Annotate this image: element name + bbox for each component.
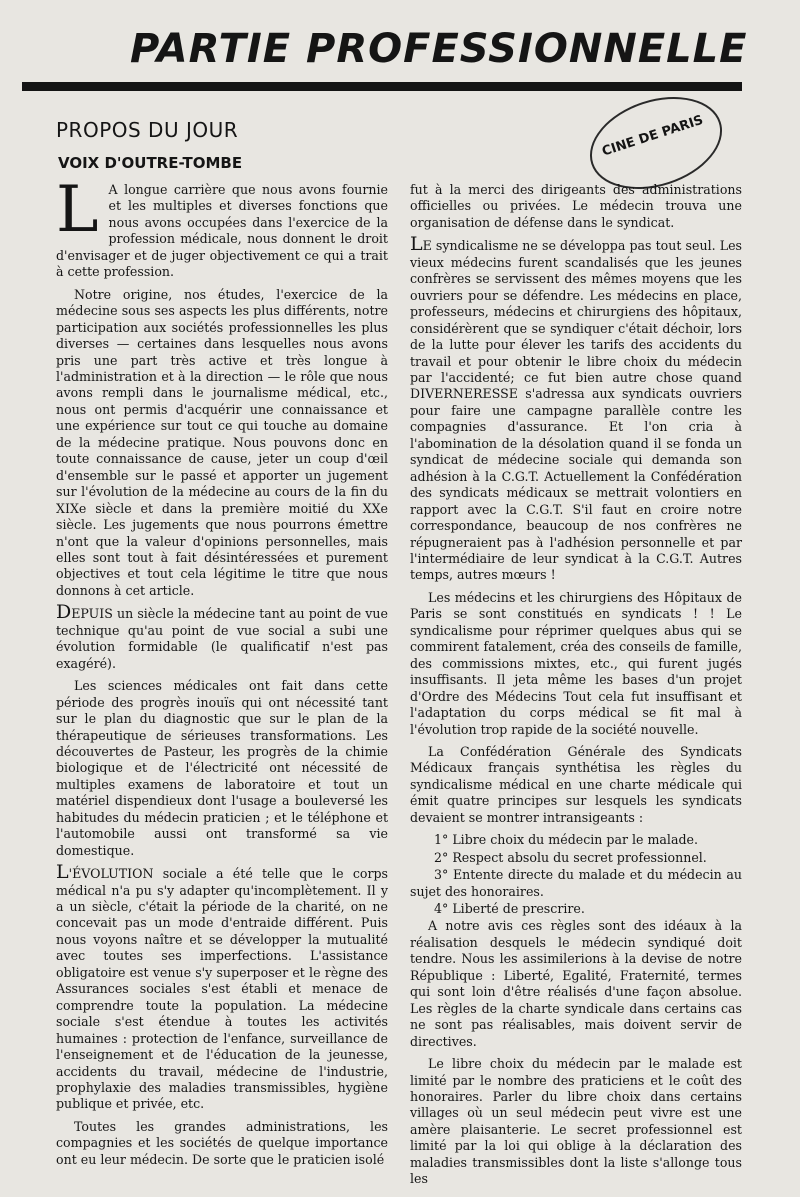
paragraph: Le libre choix du médecin par le malade est limité par le nombre des praticiens et le coût des honoraires. Parler du libre choix dans certains villages où un seul médecin peut vivre est une amère plaisanterie. Le secret professionnel est limité par la loi qui oblige à la déclaration des maladies transmissibles dont la liste s'allonge tous les (410, 1056, 742, 1187)
initial-cap: D (56, 601, 72, 624)
article-title: VOIX D'OUTRE-TOMBE (58, 154, 243, 172)
paragraph: Les sciences médicales ont fait dans cette période des progrès inouïs qui ont nécessité tant sur le plan du diagnostic que sur le plan de la thérapeutique de sérieuses transformations. Les découvertes de Pasteur, les progrès de la chimie biologique et de l'électricité ont nécessité de multiples examens de laboratoire et tout un matériel dispendieux dont l'usage a bouleversé les habitudes du médecin praticien ; et le téléphone et l'automobile aussi ont transformé sa vie domestique. (56, 678, 388, 858)
paragraph: Notre origine, nos études, l'exercice de la médecine sous ses aspects les plus différents, notre participation aux sociétés professionnelles les plus diverses — certaines dans lesquelles nous avons pris une part très active et très longue à l'administration et à la direction — le rôle que nous avons rempli dans le journalisme médical, etc., nous ont permis d'acquérir une connaissance et une expérience sur tout ce qui touche au domaine de la médecine pratique. Nous pouvons donc en toute connaissance de cause, jeter un coup d'œil d'ensemble sur le passé et apporter un jugement sur l'évolution de la médecine au cours de la fin du XIXe siècle et dans la première moitié du XXe siècle. Les jugements que nous pourrons émettre n'ont que la valeur d'opinions personnelles, mais elles sont tout à fait désintéressées et purement objectives et tout cela légitime le titre que nous donnons à cet article. (56, 286, 388, 598)
list-item: 2° Respect absolu du secret professionnel. (434, 849, 707, 865)
paragraph: LE syndicalisme ne se développa pas tout seul. Les vieux médecins furent scandalisés que les jeunes confrères se servissent des mêmes moyens que les ouvriers pour se défendre. Les médecins en place, professeurs, médecins et chirurgiens des hôpitaux, considérèrent que se syndiquer c'était déchoir, lors de la lutte pour élever les tarifs des accidents du travail et pour obtenir le libre choix du médecin par l'accidenté; ce fut bien autre chose quand DIVERNERESSE s'adressa aux syndicats ouvriers pour faire une campagne parallèle contre les compagnies d'assurance. Et l'on cria à l'abomination de la désolation quand il se fonda un syndicat de médecine sociale qui demanda son adhésion à la C.G.T. Actuellement la Confédération des syndicats médicaux se mettrait volontiers en rapport avec la C.G.T. S'il faut en croire notre correspondance, beaucoup de nos confrères ne répugneraient pas à l'adhésion personnelle et par l'intermédiaire de leur syndicat à la C.G.T. Autres temps, autres mœurs ! (410, 233, 742, 583)
charter-principles-list (410, 832, 742, 917)
list-item: 4° Liberté de prescrire. (434, 901, 585, 917)
header-rule (22, 82, 742, 91)
drop-cap: L (56, 173, 99, 247)
initial-cap: L (56, 861, 69, 884)
paragraph: A notre avis ces règles sont des idéaux à la réalisation desquels le médecin syndiqué doit tendre. Nous les assimilerions à la devise de notre République : Liberté, Egalité, Fraternité, termes qui sont loin d'être réalisés d'une façon absolue. Les règles de la charte syndicale dans certains cas ne sont pas réalisables, mais doivent servir de directives. (410, 918, 742, 1049)
stamp-text: CINE DE PARIS (600, 112, 706, 160)
paragraph: Les médecins et les chirurgiens des Hôpitaux de Paris se sont constitués en syndicats ! ! Le syndicalisme pour réprimer quelques abus qui se commirent fatalement, créa des conseils de famille, des commissions mixtes, etc., qui furent jugés insuffisants. Il jeta même les bases d'un projet d'Ordre des Médecins Tout cela fut insuffisant et l'adaptation du corps médical se fit mal à l'évolution trop rapide de la société nouvelle. (410, 589, 742, 737)
paragraph: Toutes les grandes administrations, les compagnies et les sociétés de quelque importance ont eu leur médecin. De sorte que le praticien isolé (56, 1118, 388, 1167)
paragraph: L'ÉVOLUTION sociale a été telle que le corps médical n'a pu s'y adapter qu'incomplètement. Il y a un siècle, c'était la période de la charité, on ne concevait pas un mode d'entraide différent. Puis nous voyons naître et se développer la mutualité avec toutes ses imperfections. L'assistance obligatoire est venue s'y superposer et le règne des Assurances sociales s'est établi et menace de comprendre toute la population. La médecine sociale s'est étendue à toutes les activités humaines : protection de l'enfance, surveillance de l'enseignement et de l'éducation de la jeunesse, accidents du travail, médecine de l'industrie, prophylaxie des maladies transmissibles, hygiène publique et privée, etc. (56, 861, 388, 1112)
list-item: 1° Libre choix du médecin par le malade. (434, 832, 698, 848)
paragraph: fut à la merci des dirigeants des administrations officielles ou privées. Le médecin trouva une organisation de défense dans le syndicat. (410, 182, 742, 230)
page-header-title: PARTIE PROFESSIONNELLE (130, 26, 748, 72)
section-title: PROPOS DU JOUR (56, 118, 239, 142)
initial-cap: L (410, 233, 423, 256)
paragraph: DEPUIS un siècle la médecine tant au point de vue technique qu'au point de vue social a subi une évolution formidable (le qualificatif n'est pas exagéré). (56, 601, 388, 671)
paragraph: L A longue carrière que nous avons fournie et les multiples et diverses fonctions que nous avons occupées dans l'exercice de la profession médicale, nous donnent le droit d'envisager et de juger objectivement ce qui a trait à cette profession. (56, 173, 388, 280)
paragraph: La Confédération Générale des Syndicats Médicaux français synthétisa les règles du syndicalisme médical en une charte médicale qui émit quatre principes sur lesquels les syndicats devaient se montrer intransigeants : (410, 743, 742, 825)
right-column (410, 182, 742, 1194)
list-item: 3° Entente directe du malade et du médecin au sujet des honoraires. (410, 867, 742, 899)
left-column (56, 173, 388, 1174)
